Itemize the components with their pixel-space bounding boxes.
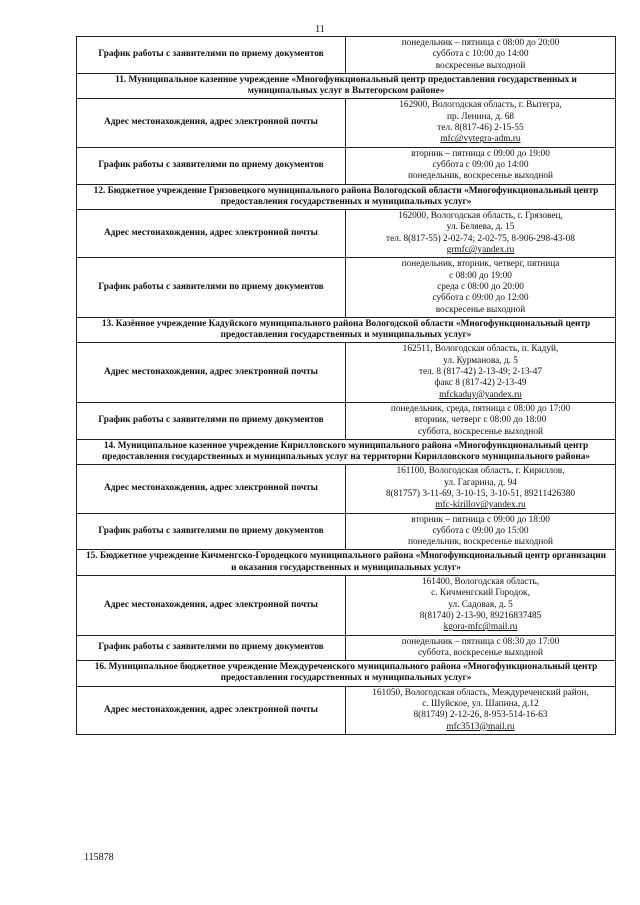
email-link[interactable]: mfc3513@mail.ru: [446, 721, 515, 732]
section-header-row: [77, 317, 616, 343]
email-link[interactable]: mfckaduy@yandex.ru: [439, 389, 522, 400]
section-header-row: [77, 73, 616, 99]
row-label: Адрес местонахождения, адрес электронной почты: [77, 576, 346, 635]
value-line: 162000, Вологодская область, г. Грязовец,: [398, 211, 563, 222]
table-row: [77, 343, 616, 402]
row-value: [346, 210, 616, 258]
value-line: вторник, четверг с 08:00 до 18:00: [414, 415, 547, 426]
value-line: тел. 8 (817-42) 2-13-49; 2-13-47: [418, 367, 543, 378]
value-line: с 08:00 до 19:00: [449, 270, 512, 281]
value-line: факс 8 (817-42) 2-13-49: [434, 378, 527, 389]
value-line: ул. Садовая, д. 5: [448, 599, 513, 610]
section-header-row: [77, 661, 616, 687]
page-number: 11: [315, 24, 325, 35]
value-line: тел. 8(817-55) 2-02-74; 2-02-75, 8-906-298-43-08: [386, 233, 575, 244]
value-line: 8(81740) 2-13-90, 89216837485: [419, 610, 542, 621]
value-line: ул. Гагарина, д. 94: [444, 477, 517, 488]
value-line: 161400, Вологодская область,: [421, 577, 540, 588]
table-row: [77, 635, 616, 661]
row-label: График работы с заявителями по приему документов: [77, 513, 346, 550]
value-line: 162511, Вологодская область, п. Кадуй,: [402, 344, 559, 355]
value-line: с. Кичменгский Городок,: [431, 588, 530, 599]
value-line: понедельник – пятница с 08:30 до 17:00: [401, 636, 560, 647]
value-line: вторник – пятница с 09:00 до 19:00: [411, 148, 550, 159]
value-line: понедельник, среда, пятница с 08:00 до 17:00: [390, 403, 571, 414]
section-header-row: [77, 184, 616, 210]
row-label: Адрес местонахождения, адрес электронной почты: [77, 99, 346, 147]
value-line: 162900, Вологодская область, г. Вытегра,: [399, 100, 562, 111]
row-value: [346, 576, 616, 635]
value-line: суббота, воскресенье выходной: [418, 647, 543, 658]
value-line: суббота, воскресенье выходной: [418, 426, 543, 437]
value-line: воскресенье выходной: [435, 304, 526, 315]
row-value: [346, 686, 616, 734]
value-line: ул. Беляева, д. 15: [446, 222, 515, 233]
email-link[interactable]: mfc@vytegra-adm.ru: [440, 134, 521, 145]
section-title: 11. Муниципальное казенное учреждение «Многофункциональный центр предоставления государственных и муниципальных услуг в Вытегорском районе»: [77, 73, 616, 99]
row-value: [346, 258, 616, 317]
email-link[interactable]: kgora-mfc@mail.ru: [443, 622, 518, 633]
value-line: воскресенье выходной: [435, 60, 526, 71]
table-row: [77, 147, 616, 184]
row-value: [346, 147, 616, 184]
value-line: понедельник – пятница с 08:00 до 20:00: [401, 38, 560, 48]
row-label: График работы с заявителями по приему документов: [77, 402, 346, 439]
table-row: [77, 210, 616, 258]
table-row: [77, 513, 616, 550]
email-link[interactable]: mfc-kirillov@yandex.ru: [435, 500, 526, 511]
document-footer-code: 115878: [84, 852, 114, 863]
value-line: вторник – пятница с 09:00 до 18:00: [411, 514, 550, 525]
row-value: [346, 465, 616, 513]
value-line: понедельник, воскресенье выходной: [408, 171, 553, 182]
table-row: [77, 99, 616, 147]
section-title: 13. Казённое учреждение Кадуйского муниципального района Вологодской области «Многофункциональный центр предоставления государственных и муниципальных услуг»: [77, 317, 616, 343]
section-header-row: [77, 439, 616, 465]
row-value: [346, 37, 616, 74]
value-line: суббота с 09:00 до 12:00: [432, 293, 529, 304]
row-label: График работы с заявителями по приему документов: [77, 37, 346, 74]
section-title: 14. Муниципальное казенное учреждение Кирилловского муниципального района «Многофункциональный центр предоставления государственных и муниципальных услуг на территории Кирилловского муниципального района»: [77, 439, 616, 465]
value-line: 8(81749) 2-12-26, 8-953-514-16-63: [413, 710, 548, 721]
value-line: понедельник, вторник, четверг, пятница: [401, 259, 560, 270]
value-line: суббота с 09:00 до 14:00: [432, 159, 529, 170]
value-line: 161050, Вологодская область, Междуреченский район,: [372, 687, 589, 698]
table-row: [77, 402, 616, 439]
row-label: Адрес местонахождения, адрес электронной почты: [77, 210, 346, 258]
section-title: 16. Муниципальное бюджетное учреждение Междуреченского муниципального района «Многофункциональный центр предоставления государственных и муниципальных услуг»: [77, 661, 616, 687]
table-row: [77, 686, 616, 734]
row-label: Адрес местонахождения, адрес электронной почты: [77, 343, 346, 402]
value-line: понедельник, воскресенье выходной: [408, 537, 553, 548]
row-value: [346, 513, 616, 550]
value-line: с. Шуйское, ул. Шапина, д.12: [422, 699, 539, 710]
mfc-directory-table: [76, 36, 616, 735]
value-line: суббота с 09:00 до 15:00: [432, 525, 529, 536]
row-value: [346, 635, 616, 661]
value-line: тел. 8(817-46) 2-15-55: [437, 123, 524, 134]
section-header-row: [77, 550, 616, 576]
row-value: [346, 402, 616, 439]
table-row: [77, 576, 616, 635]
value-line: среда с 08:00 до 20:00: [437, 281, 524, 292]
section-title: 15. Бюджетное учреждение Кичменгско-Городецкого муниципального района «Многофункциональный центр организации и оказания государственных и муниципальных услуг»: [77, 550, 616, 576]
table-row: [77, 37, 616, 74]
row-label: Адрес местонахождения, адрес электронной почты: [77, 686, 346, 734]
value-line: 8(81757) 3-11-69, 3-10-15, 3-10-51, 89211426380: [385, 488, 576, 499]
row-label: График работы с заявителями по приему документов: [77, 258, 346, 317]
row-value: [346, 99, 616, 147]
table-row: [77, 465, 616, 513]
section-title: 12. Бюджетное учреждение Грязовецкого муниципального района Вологодской области «Многофункциональный центр предоставления государственных и муниципальных услуг»: [77, 184, 616, 210]
value-line: суббота с 10:00 до 14:00: [432, 49, 529, 60]
email-link[interactable]: grmfc@yandex.ru: [446, 245, 515, 256]
row-label: График работы с заявителями по приему документов: [77, 147, 346, 184]
value-line: 161100, Вологодская область, г. Кириллов,: [396, 466, 565, 477]
value-line: пр. Ленина, д. 68: [446, 111, 515, 122]
row-label: График работы с заявителями по приему документов: [77, 635, 346, 661]
value-line: ул. Курманова, д. 5: [443, 355, 518, 366]
row-label: Адрес местонахождения, адрес электронной почты: [77, 465, 346, 513]
row-value: [346, 343, 616, 402]
table-row: [77, 258, 616, 317]
